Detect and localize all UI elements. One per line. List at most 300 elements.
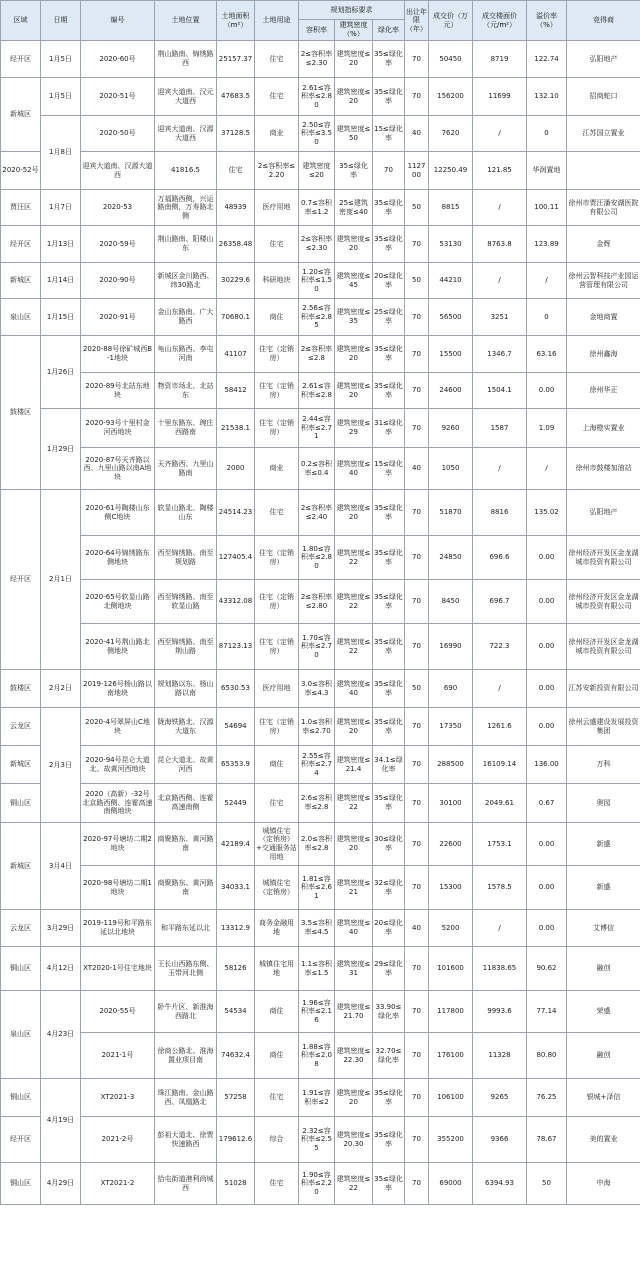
- cell-date: 2月3日: [41, 708, 81, 823]
- table-row: [1, 226, 640, 263]
- cell-far: 2.50≤容积率≤3.50: [299, 116, 335, 152]
- cell-floor-price: 12250.49: [429, 152, 473, 190]
- cell-date: 4月29日: [41, 1163, 81, 1205]
- cell-area: 54534: [217, 991, 255, 1033]
- cell-area: 2000: [217, 448, 255, 490]
- cell-buyer: 融创: [567, 947, 640, 991]
- cell-use: 住宅（定销房）: [255, 409, 299, 448]
- cell-density: 建筑密度≤29: [335, 409, 373, 448]
- cell-premium: 0: [527, 299, 567, 336]
- cell-floor-price: 1753.1: [473, 823, 527, 866]
- cell-use: 商务金融用地: [255, 910, 299, 947]
- cell-use: 住宅: [217, 152, 255, 190]
- cell-use: 商住: [255, 1033, 299, 1079]
- cell-code: 2020-51号: [81, 78, 155, 116]
- cell-green: 20≤绿化率: [373, 910, 405, 947]
- cell-density: 建筑密度≤20: [335, 41, 373, 78]
- table-row: [1, 490, 640, 536]
- table-row: [1, 152, 640, 190]
- cell-use: 城镇住宅用地: [255, 947, 299, 991]
- cell-density: 建筑密度≤20: [335, 708, 373, 746]
- cell-date: 1月13日: [41, 226, 81, 263]
- cell-premium: 78.67: [527, 1117, 567, 1163]
- cell-density: 建筑密度≤21.4: [335, 746, 373, 784]
- cell-floor-price: /: [473, 116, 527, 152]
- cell-premium: 50: [527, 1163, 567, 1205]
- cell-date: 1月7日: [41, 190, 81, 226]
- cell-far: 2≤容积率≤2.20: [255, 152, 299, 190]
- cell-term: 70: [405, 41, 429, 78]
- cell-district: 铜山区: [1, 1163, 41, 1205]
- header-plan-group: 规划指标要求: [299, 1, 405, 20]
- cell-term: 70: [405, 746, 429, 784]
- cell-term: 70: [405, 823, 429, 866]
- cell-floor-price: 11699: [473, 78, 527, 116]
- cell-date: 2月2日: [41, 670, 81, 708]
- cell-location: 龟山东路西、李屯河南: [155, 336, 217, 373]
- cell-district: 云龙区: [1, 910, 41, 947]
- cell-buyer: 徐州云盛建设发展投资集团: [567, 708, 640, 746]
- table-row: [1, 708, 640, 746]
- cell-area: 58412: [217, 373, 255, 409]
- cell-green: 31≤绿化率: [373, 409, 405, 448]
- cell-premium: 135.02: [527, 490, 567, 536]
- cell-code: 2020-98号塘坊二期1地块: [81, 866, 155, 910]
- cell-floor-price: 8719: [473, 41, 527, 78]
- table-row: [1, 910, 640, 947]
- cell-far: 2.56≤容积率≤2.85: [299, 299, 335, 336]
- cell-term: 70: [405, 226, 429, 263]
- cell-district: 泉山区: [1, 299, 41, 336]
- cell-code: 2020-50号: [81, 116, 155, 152]
- cell-code: 2020-88号徐矿城西B-1地块: [81, 336, 155, 373]
- cell-price: 7620: [429, 116, 473, 152]
- cell-premium: 77.14: [527, 991, 567, 1033]
- cell-use: 住宅（定销房）: [255, 373, 299, 409]
- cell-density: 建筑密度≤21: [335, 866, 373, 910]
- cell-term: 70: [405, 991, 429, 1033]
- cell-far: 2.32≤容积率≤2.55: [299, 1117, 335, 1163]
- cell-area: 179612.6: [217, 1117, 255, 1163]
- cell-green: 34.1≤绿化率: [373, 746, 405, 784]
- cell-use: 商住: [255, 746, 299, 784]
- cell-price: 69000: [429, 1163, 473, 1205]
- cell-buyer: 万科: [567, 746, 640, 784]
- cell-far: 3.0≤容积率≤4.3: [299, 670, 335, 708]
- cell-buyer: 艾博信: [567, 910, 640, 947]
- cell-date: 3月29日: [41, 910, 81, 947]
- table-row: [1, 866, 640, 910]
- cell-date: 1月14日: [41, 263, 81, 299]
- cell-price: 15500: [429, 336, 473, 373]
- cell-green: 35≤绿化率: [373, 708, 405, 746]
- cell-district: 泉山区: [1, 991, 41, 1079]
- cell-code: 2020（高新）-32号北京路西侧、连霍高速南侧地块: [81, 784, 155, 823]
- cell-price: 8450: [429, 580, 473, 624]
- table-row: [1, 1079, 640, 1117]
- header-date: 日期: [41, 1, 81, 41]
- cell-term: 70: [373, 152, 405, 190]
- header-area: 土地面积（m²）: [217, 1, 255, 41]
- cell-floor-price: 3251: [473, 299, 527, 336]
- table-row: [1, 263, 640, 299]
- header-use: 土地用途: [255, 1, 299, 41]
- cell-use: 住宅（定销房）: [255, 624, 299, 670]
- cell-density: 建筑密度≤20: [335, 78, 373, 116]
- cell-use: 商业: [255, 116, 299, 152]
- cell-premium: 0.67: [527, 784, 567, 823]
- cell-price: 30100: [429, 784, 473, 823]
- table-row: [1, 823, 640, 866]
- cell-location: 卧牛片区、新淮海西路北: [155, 991, 217, 1033]
- cell-buyer: 弘阳地产: [567, 41, 640, 78]
- cell-far: 3.5≤容积率≤4.5: [299, 910, 335, 947]
- cell-green: 32≤绿化率: [373, 866, 405, 910]
- cell-date: 2月1日: [41, 490, 81, 670]
- cell-floor-price: 9366: [473, 1117, 527, 1163]
- cell-premium: 123.89: [527, 226, 567, 263]
- cell-density: 建筑密度≤20: [335, 373, 373, 409]
- cell-far: 1.91≤容积率≤2: [299, 1079, 335, 1117]
- cell-green: 35≤绿化率: [373, 226, 405, 263]
- cell-premium: 63.16: [527, 336, 567, 373]
- cell-term: 70: [405, 708, 429, 746]
- table-row: [1, 448, 640, 490]
- cell-floor-price: /: [473, 910, 527, 947]
- header-code: 编号: [81, 1, 155, 41]
- cell-premium: 122.74: [527, 41, 567, 78]
- cell-code: 2020-59号: [81, 226, 155, 263]
- cell-density: 建筑密度≤40: [335, 448, 373, 490]
- cell-green: 35≤绿化率: [373, 1079, 405, 1117]
- cell-term: 70: [405, 409, 429, 448]
- cell-price: 5200: [429, 910, 473, 947]
- cell-price: 16990: [429, 624, 473, 670]
- cell-date: 4月12日: [41, 947, 81, 991]
- cell-floor-price: 1578.5: [473, 866, 527, 910]
- cell-date: 1月5日: [41, 41, 81, 78]
- header-green: 绿化率: [373, 20, 405, 41]
- cell-date: 1月26日: [41, 336, 81, 409]
- cell-area: 21538.1: [217, 409, 255, 448]
- cell-floor-price: /: [473, 190, 527, 226]
- cell-floor-price: 8763.8: [473, 226, 527, 263]
- cell-premium: 0.00: [527, 866, 567, 910]
- cell-term: 70: [405, 624, 429, 670]
- cell-location: 软显山路北、陶楼山东: [155, 490, 217, 536]
- cell-district: 经开区: [1, 41, 41, 78]
- cell-area: 54694: [217, 708, 255, 746]
- cell-buyer: 徐州市鼓楼加油站: [567, 448, 640, 490]
- cell-location: 拾屯街道港利尚城西: [155, 1163, 217, 1205]
- cell-premium: 0.00: [527, 536, 567, 580]
- cell-use: 住宅（定销房）: [255, 336, 299, 373]
- cell-far: 2≤容积率≤2.40: [299, 490, 335, 536]
- cell-far: 2.55≤容积率≤2.74: [299, 746, 335, 784]
- cell-location: 天齐路西、九里山路南: [155, 448, 217, 490]
- cell-price: 101600: [429, 947, 473, 991]
- cell-area: 41816.5: [155, 152, 217, 190]
- cell-green: 35≤绿化率: [373, 373, 405, 409]
- cell-floor-price: 16109.14: [473, 746, 527, 784]
- cell-far: 2≤容积率≤2.30: [299, 41, 335, 78]
- cell-green: 35≤绿化率: [373, 190, 405, 226]
- cell-location: 新城区金川路西、纬30路北: [155, 263, 217, 299]
- cell-code: 2019-126号杨山路以南地块: [81, 670, 155, 708]
- cell-buyer: 徐州云智科技产业园运营管理有限公司: [567, 263, 640, 299]
- cell-term: 70: [405, 1163, 429, 1205]
- cell-price: 56500: [429, 299, 473, 336]
- cell-buyer: 荣盛: [567, 991, 640, 1033]
- cell-district: 铜山区: [1, 784, 41, 823]
- cell-location: 王长山西路东侧、玉带河北侧: [155, 947, 217, 991]
- cell-code: 2020-94号昆仑大道北、故黄河西地块: [81, 746, 155, 784]
- cell-buyer: 金辉: [567, 226, 640, 263]
- table-row: [1, 336, 640, 373]
- cell-area: 57258: [217, 1079, 255, 1117]
- cell-term: 70: [405, 78, 429, 116]
- cell-term: 50: [405, 263, 429, 299]
- cell-area: 43312.08: [217, 580, 255, 624]
- cell-district: 新城区: [1, 823, 41, 910]
- table-row: [1, 41, 640, 78]
- cell-density: 建筑密度≤22: [335, 624, 373, 670]
- header-location: 土地位置: [155, 1, 217, 41]
- cell-location: 迎宾大道南、汉元大道西: [155, 78, 217, 116]
- cell-district: 新城区: [1, 746, 41, 784]
- cell-price: 1050: [429, 448, 473, 490]
- cell-green: 35≤绿化率: [335, 152, 373, 190]
- cell-far: 1.81≤容积率≤2.61: [299, 866, 335, 910]
- cell-density: 建筑密度≤45: [335, 263, 373, 299]
- cell-far: 1.1≤容积率≤1.5: [299, 947, 335, 991]
- table-row: [1, 1117, 640, 1163]
- cell-green: 35≤绿化率: [373, 670, 405, 708]
- cell-term: 50: [405, 190, 429, 226]
- cell-location: 金山东路南、广大路西: [155, 299, 217, 336]
- cell-code: 2020-55号: [81, 991, 155, 1033]
- cell-far: 1.80≤容积率≤2.80: [299, 536, 335, 580]
- cell-date: 3月4日: [41, 823, 81, 910]
- cell-district: 鼓楼区: [1, 336, 41, 490]
- cell-area: 25157.37: [217, 41, 255, 78]
- cell-location: 荆山路南、阳楼山东: [155, 226, 217, 263]
- cell-buyer: 美的置业: [567, 1117, 640, 1163]
- cell-far: 0.2≤容积率≤0.4: [299, 448, 335, 490]
- cell-density: 建筑密度≤31: [335, 947, 373, 991]
- cell-far: 2.6≤容积率≤2.8: [299, 784, 335, 823]
- table-row: [1, 670, 640, 708]
- header-far: 容积率: [299, 20, 335, 41]
- cell-use: 住宅: [255, 41, 299, 78]
- cell-location: 迎宾大道南、汉源大道西: [81, 152, 155, 190]
- cell-green: 15≤绿化率: [373, 448, 405, 490]
- cell-green: 25≤绿化率: [373, 299, 405, 336]
- cell-buyer: 华润置地: [527, 152, 567, 190]
- cell-price: 24850: [429, 536, 473, 580]
- cell-code: 2021-1号: [81, 1033, 155, 1079]
- cell-use: 科研地块: [255, 263, 299, 299]
- cell-code: XT2021-3: [81, 1079, 155, 1117]
- cell-far: 1.96≤容积率≤2.16: [299, 991, 335, 1033]
- cell-area: 26358.48: [217, 226, 255, 263]
- cell-area: 13312.9: [217, 910, 255, 947]
- cell-use: 城镇住宅（定销房）+交通服务站用地: [255, 823, 299, 866]
- cell-use: 综合: [255, 1117, 299, 1163]
- cell-area: 52449: [217, 784, 255, 823]
- cell-floor-price: 2049.61: [473, 784, 527, 823]
- cell-date: 1月5日: [41, 78, 81, 116]
- cell-far: 1.20≤容积率≤1.50: [299, 263, 335, 299]
- cell-district: 经开区: [1, 226, 41, 263]
- cell-area: 24514.23: [217, 490, 255, 536]
- cell-floor-price: 696.6: [473, 536, 527, 580]
- cell-location: 物资市场北、北站东: [155, 373, 217, 409]
- cell-buyer: 徐州市贾汪潘安湖医院有限公司: [567, 190, 640, 226]
- cell-code: 2020-60号: [81, 41, 155, 78]
- cell-price: 44210: [429, 263, 473, 299]
- cell-green: 20≤绿化率: [373, 263, 405, 299]
- table-row: [1, 1163, 640, 1205]
- table-row: [1, 784, 640, 823]
- cell-location: 昆仑大道北、故黄河西: [155, 746, 217, 784]
- cell-code: XT2021-2: [81, 1163, 155, 1205]
- header-floor-price: 成交楼面价（元/m²）: [473, 1, 527, 41]
- cell-price: 17350: [429, 708, 473, 746]
- cell-location: 商聚路东、黄河路南: [155, 866, 217, 910]
- cell-use: 商业: [255, 448, 299, 490]
- cell-code: 2020-4号翠屏山C地块: [81, 708, 155, 746]
- cell-density: 建筑密度≤22: [335, 1163, 373, 1205]
- cell-density: 建筑密度≤35: [335, 299, 373, 336]
- cell-far: 0.7≤容积率≤1.2: [299, 190, 335, 226]
- cell-premium: 121.85: [473, 152, 527, 190]
- cell-price: 8815: [429, 190, 473, 226]
- cell-floor-price: 8816: [473, 490, 527, 536]
- cell-green: 35≤绿化率: [373, 784, 405, 823]
- cell-term: 70: [405, 536, 429, 580]
- cell-price: 15300: [429, 866, 473, 910]
- cell-use: 住宅: [255, 78, 299, 116]
- cell-area: 47683.5: [217, 78, 255, 116]
- cell-floor-price: 1346.7: [473, 336, 527, 373]
- cell-premium: 132.10: [527, 78, 567, 116]
- cell-use: 住宅: [255, 490, 299, 536]
- cell-term: 70: [405, 490, 429, 536]
- cell-price: 156200: [429, 78, 473, 116]
- cell-floor-price: /: [473, 263, 527, 299]
- header-term: 出让年限（年）: [405, 1, 429, 41]
- cell-district: 云龙区: [1, 708, 41, 746]
- cell-location: 徐商公路北、淮海置业项目南: [155, 1033, 217, 1079]
- cell-density: 建筑密度≤40: [335, 670, 373, 708]
- cell-far: 1.90≤容积率≤2.20: [299, 1163, 335, 1205]
- cell-buyer: 江苏安新投资有限公司: [567, 670, 640, 708]
- cell-premium: /: [527, 263, 567, 299]
- cell-code: 2020-64号锦绣路东侧地块: [81, 536, 155, 580]
- cell-code: 2020-61号陶楼山东侧C地块: [81, 490, 155, 536]
- cell-price: 117800: [429, 991, 473, 1033]
- cell-floor-price: 6394.93: [473, 1163, 527, 1205]
- cell-premium: 76.25: [527, 1079, 567, 1117]
- cell-density: 建筑密度≤21.70: [335, 991, 373, 1033]
- cell-date: 4月19日: [41, 1079, 81, 1163]
- cell-far: 2≤容积率≤2.30: [299, 226, 335, 263]
- cell-use: 住宅（定销房）: [255, 708, 299, 746]
- table-row: [1, 78, 640, 116]
- cell-green: 35≤绿化率: [373, 336, 405, 373]
- cell-floor-price: /: [473, 448, 527, 490]
- cell-far: 1.88≤容积率≤2.08: [299, 1033, 335, 1079]
- cell-green: 33.90≤绿化率: [373, 991, 405, 1033]
- cell-area: 48939: [217, 190, 255, 226]
- cell-date: 4月23日: [41, 991, 81, 1079]
- header-premium: 溢价率（%）: [527, 1, 567, 41]
- cell-floor-price: 11838.65: [473, 947, 527, 991]
- cell-density: 建筑密度≤50: [335, 116, 373, 152]
- table-row: [1, 299, 640, 336]
- header-price: 成交价（万元）: [429, 1, 473, 41]
- cell-price: 112700: [405, 152, 429, 190]
- cell-use: 住宅: [255, 1079, 299, 1117]
- cell-term: 70: [405, 336, 429, 373]
- cell-green: 35≤绿化率: [373, 1117, 405, 1163]
- cell-use: 住宅: [255, 226, 299, 263]
- cell-premium: 0.00: [527, 708, 567, 746]
- cell-density: 建筑密度≤20: [335, 336, 373, 373]
- cell-buyer: 中海: [567, 1163, 640, 1205]
- cell-premium: 100.11: [527, 190, 567, 226]
- cell-buyer: 招商蛇口: [567, 78, 640, 116]
- cell-term: 70: [405, 1079, 429, 1117]
- cell-term: 70: [405, 784, 429, 823]
- cell-buyer: 徐州华正: [567, 373, 640, 409]
- table-row: [1, 409, 640, 448]
- cell-density: 建筑密度≤20: [299, 152, 335, 190]
- table-row: [1, 1033, 640, 1079]
- cell-green: 29≤绿化率: [373, 947, 405, 991]
- cell-use: 住宅: [255, 1163, 299, 1205]
- cell-date: 1月15日: [41, 299, 81, 336]
- cell-location: 迎宾大道南、汉源大道西: [155, 116, 217, 152]
- cell-term: 70: [405, 1117, 429, 1163]
- cell-district: 新城区: [1, 78, 41, 152]
- cell-buyer: 银城+泽信: [567, 1079, 640, 1117]
- cell-buyer: 奥园: [567, 784, 640, 823]
- cell-floor-price: 1504.1: [473, 373, 527, 409]
- cell-code: 2020-52号: [1, 152, 41, 190]
- cell-floor-price: 9265: [473, 1079, 527, 1117]
- table-row: [1, 991, 640, 1033]
- cell-density: 建筑密度≤20: [335, 226, 373, 263]
- cell-use: 医疗用地: [255, 670, 299, 708]
- cell-far: 2.61≤容积率≤2.8: [299, 373, 335, 409]
- cell-code: 2020-87号天齐路以西、九里山路以南A地块: [81, 448, 155, 490]
- cell-buyer: 金地商置: [567, 299, 640, 336]
- cell-term: 40: [405, 116, 429, 152]
- cell-density: 建筑密度≤40: [335, 910, 373, 947]
- cell-green: 32.70≤绿化率: [373, 1033, 405, 1079]
- cell-use: 商住: [255, 991, 299, 1033]
- cell-buyer: 徐州经济开发区金龙湖城市投资有限公司: [567, 580, 640, 624]
- cell-area: 127405.4: [217, 536, 255, 580]
- cell-area: 87123.13: [217, 624, 255, 670]
- cell-buyer: 融创: [567, 1033, 640, 1079]
- cell-location: 彭祖大道北、徐贾快速路西: [155, 1117, 217, 1163]
- cell-term: 40: [405, 910, 429, 947]
- cell-term: 40: [405, 448, 429, 490]
- cell-price: 53130: [429, 226, 473, 263]
